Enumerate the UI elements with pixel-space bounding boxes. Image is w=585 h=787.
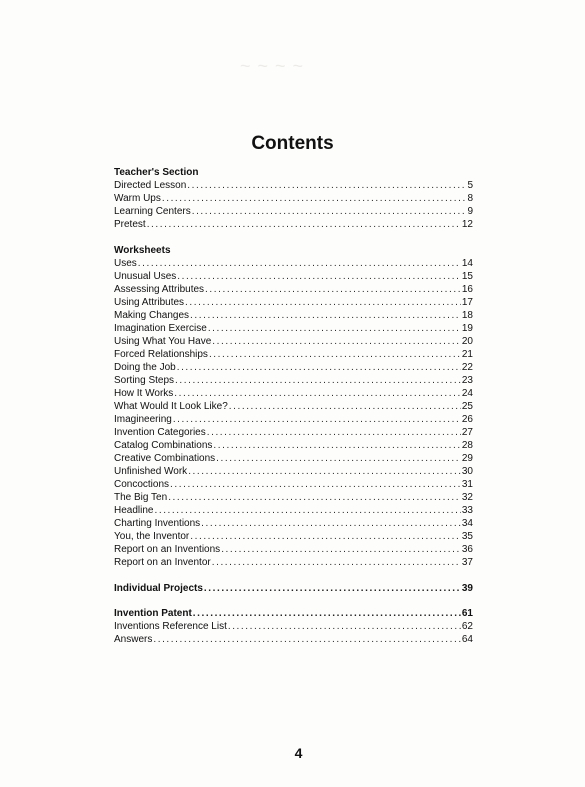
entry-page-number: 35 [461, 531, 473, 542]
entry-page-number: 16 [461, 284, 473, 295]
toc-entry [114, 400, 473, 413]
toc-entry [114, 387, 473, 400]
entry-label: Charting Inventions [114, 518, 201, 529]
dot-leader [204, 582, 461, 595]
toc-entry [114, 491, 473, 504]
entry-label: The Big Ten [114, 492, 168, 503]
entry-label: Invention Categories [114, 427, 206, 438]
toc-entry-individual-projects [114, 582, 473, 595]
entry-page-number: 27 [461, 427, 473, 438]
entry-page-number: 14 [461, 258, 473, 269]
entry-page-number: 5 [467, 180, 473, 191]
toc-entry [114, 348, 473, 361]
toc-entry [114, 218, 473, 231]
dot-leader [170, 478, 461, 491]
toc-entry [114, 335, 473, 348]
entry-label: Using What You Have [114, 336, 212, 347]
dot-leader [154, 504, 460, 517]
entry-label: Unfinished Work [114, 466, 188, 477]
bleed-through-mark: ~ ~ ~ ~ [240, 56, 305, 76]
table-of-contents [114, 166, 473, 646]
entry-page-number: 29 [461, 453, 473, 464]
entry-label: Individual Projects [114, 583, 203, 594]
entry-label: Catalog Combinations [114, 440, 213, 451]
dot-leader [228, 620, 461, 633]
entry-page-number: 28 [461, 440, 473, 451]
dot-leader [188, 465, 461, 478]
entry-page-number: 8 [467, 193, 473, 204]
toc-entry [114, 270, 473, 283]
entry-label: Learning Centers [114, 206, 191, 217]
dot-leader [208, 322, 461, 335]
toc-entry [114, 192, 473, 205]
toc-entry [114, 620, 473, 633]
toc-entry [114, 530, 473, 543]
entry-page-number: 37 [461, 557, 473, 568]
toc-entry [114, 374, 473, 387]
dot-leader [229, 400, 461, 413]
toc-entry [114, 361, 473, 374]
toc-entry [114, 465, 473, 478]
entry-label: Report on an Inventor [114, 557, 211, 568]
toc-entry [114, 543, 473, 556]
dot-leader [192, 205, 467, 218]
toc-entry [114, 478, 473, 491]
entry-page-number: 17 [461, 297, 473, 308]
dot-leader [221, 543, 461, 556]
entry-label: Imagination Exercise [114, 323, 207, 334]
toc-entry [114, 179, 473, 192]
entry-label: Report on an Inventions [114, 544, 221, 555]
back-matter-list [114, 607, 473, 646]
entry-label: Imagineering [114, 414, 172, 425]
entry-page-number: 9 [467, 206, 473, 217]
entry-label: Concoctions [114, 479, 170, 490]
dot-leader [175, 374, 461, 387]
entry-label: Sorting Steps [114, 375, 175, 386]
entry-page-number: 39 [461, 583, 473, 594]
entry-page-number: 32 [461, 492, 473, 503]
toc-entry [114, 413, 473, 426]
dot-leader [193, 607, 461, 620]
page-number: 4 [294, 745, 303, 761]
dot-leader [138, 257, 461, 270]
dot-leader [213, 439, 460, 452]
section-heading: Worksheets [114, 245, 171, 256]
dot-leader [212, 556, 461, 569]
entry-page-number: 12 [461, 219, 473, 230]
dot-leader [190, 530, 461, 543]
entry-label: Answers [114, 634, 153, 645]
entry-page-number: 34 [461, 518, 473, 529]
entry-label: Invention Patent [114, 608, 192, 619]
entry-label: What Would It Look Like? [114, 401, 228, 412]
entry-page-number: 20 [461, 336, 473, 347]
toc-entry [114, 309, 473, 322]
dot-leader [209, 348, 461, 361]
dot-leader [205, 283, 461, 296]
entry-page-number: 26 [461, 414, 473, 425]
dot-leader [201, 517, 461, 530]
page-title: Contents [251, 133, 334, 154]
entry-page-number: 30 [461, 466, 473, 477]
entry-page-number: 31 [461, 479, 473, 490]
entry-label: Pretest [114, 219, 146, 230]
entry-label: You, the Inventor [114, 531, 190, 542]
dot-leader [168, 491, 461, 504]
dot-leader [187, 179, 466, 192]
entry-page-number: 64 [461, 634, 473, 645]
entry-label: Creative Combinations [114, 453, 216, 464]
section-heading: Teacher's Section [114, 167, 199, 178]
entry-list [114, 257, 473, 569]
toc-entry [114, 283, 473, 296]
worksheets-section [114, 244, 473, 569]
toc-entry [114, 504, 473, 517]
toc-entry [114, 517, 473, 530]
entry-page-number: 24 [461, 388, 473, 399]
entry-label: Headline [114, 505, 154, 516]
entry-label: Making Changes [114, 310, 190, 321]
toc-entry [114, 205, 473, 218]
entry-page-number: 36 [461, 544, 473, 555]
entry-page-number: 18 [461, 310, 473, 321]
dot-leader [177, 270, 461, 283]
entry-label: Doing the Job [114, 362, 176, 373]
entry-label: How It Works [114, 388, 174, 399]
teachers-section [114, 166, 473, 231]
toc-entry [114, 322, 473, 335]
entry-page-number: 62 [461, 621, 473, 632]
entry-label: Forced Relationships [114, 349, 208, 360]
dot-leader [190, 309, 461, 322]
entry-list [114, 179, 473, 231]
entry-page-number: 21 [461, 349, 473, 360]
entry-page-number: 19 [461, 323, 473, 334]
toc-entry [114, 633, 473, 646]
entry-page-number: 25 [461, 401, 473, 412]
entry-label: Using Attributes [114, 297, 185, 308]
entry-page-number: 61 [461, 608, 473, 619]
dot-leader [177, 361, 461, 374]
dot-leader [173, 413, 461, 426]
dot-leader [207, 426, 461, 439]
dot-leader [153, 633, 461, 646]
toc-entry [114, 439, 473, 452]
entry-page-number: 23 [461, 375, 473, 386]
toc-entry [114, 426, 473, 439]
entry-label: Warm Ups [114, 193, 161, 204]
entry-label: Directed Lesson [114, 180, 187, 191]
dot-leader [185, 296, 461, 309]
toc-entry [114, 607, 473, 620]
toc-entry [114, 556, 473, 569]
toc-entry [114, 257, 473, 270]
dot-leader [216, 452, 461, 465]
dot-leader [162, 192, 467, 205]
toc-entry [114, 452, 473, 465]
entry-page-number: 15 [461, 271, 473, 282]
dot-leader [147, 218, 461, 231]
entry-label: Assessing Attributes [114, 284, 205, 295]
entry-label: Uses [114, 258, 137, 269]
entry-page-number: 33 [461, 505, 473, 516]
entry-label: Inventions Reference List [114, 621, 227, 632]
dot-leader [212, 335, 461, 348]
toc-entry [114, 296, 473, 309]
dot-leader [174, 387, 461, 400]
entry-label: Unusual Uses [114, 271, 177, 282]
entry-page-number: 22 [461, 362, 473, 373]
